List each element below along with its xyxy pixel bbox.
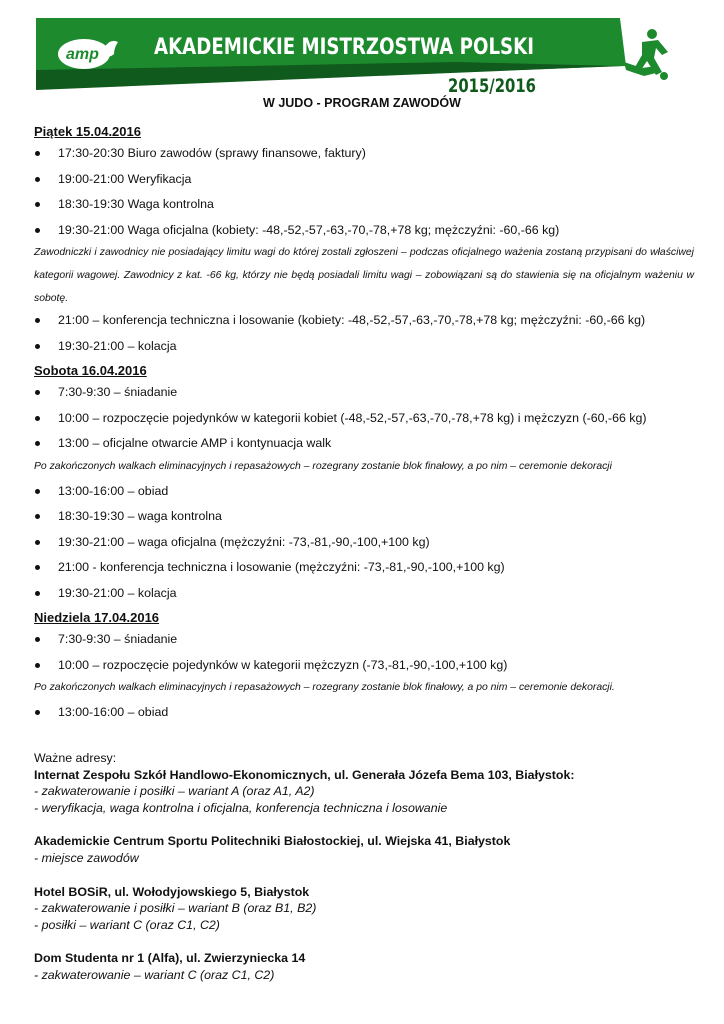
list-item: 10:00 – rozpoczęcie pojedynków w kategorii mężczyzn (-73,-81,-90,-100,+100 kg)	[34, 657, 694, 673]
list-item: 13:00 – oficjalne otwarcie AMP i kontynuacja walk	[34, 435, 694, 451]
finals-note: Po zakończonych walkach eliminacyjnych i repasażowych – rozegrany zostanie blok finałowy, a po nim – ceremonie dekoracji.	[34, 682, 615, 693]
list-item: 10:00 – rozpoczęcie pojedynków w kategorii kobiet (-48,-52,-57,-63,-70,-78,+78 kg) i mężczyzn (-60,-66 kg)	[34, 410, 694, 426]
day-heading-saturday: Sobota 16.04.2016	[34, 363, 147, 378]
address-detail: - posiłki – wariant C (oraz C1, C2)	[34, 917, 220, 932]
schedule-list-friday	[34, 145, 694, 238]
banner-title: AKADEMICKIE MISTRZOSTWA POLSKI	[154, 35, 534, 60]
address-name: Hotel BOSiR, ul. Wołodyjowskiego 5, Białystok	[34, 884, 310, 899]
addresses-intro: Ważne adresy:	[34, 751, 117, 765]
document-title: W JUDO - PROGRAM ZAWODÓW	[263, 96, 461, 110]
address-name: Akademickie Centrum Sportu Politechniki Białostockiej, ul. Wiejska 41, Białystok	[34, 834, 511, 849]
list-item: 18:30-19:30 – waga kontrolna	[34, 508, 694, 524]
list-item: 18:30-19:30 Waga kontrolna	[34, 196, 694, 212]
address-block	[34, 767, 694, 817]
list-item: 7:30-9:30 – śniadanie	[34, 631, 694, 647]
day-heading-friday: Piątek 15.04.2016	[34, 124, 141, 139]
weigh-in-note: Zawodniczki i zawodnicy nie posiadający limitu wagi do której zostali zgłoszeni – podczas oficjalnego ważenia zostaną przypisani do właściwej kategorii wagowej. Zawodnicy z kat. -66 kg, którzy nie będą posiadali limitu wagi – zobowiązani są do stawienia się na oficjalnym ważeniu w sobotę.	[34, 247, 694, 304]
address-name: Internat Zespołu Szkół Handlowo-Ekonomicznych, ul. Generała Józefa Bema 103, Białystok:	[34, 767, 575, 782]
address-detail: - zakwaterowanie – wariant C (oraz C1, C2)	[34, 967, 275, 982]
list-item: 19:30-21:00 – kolacja	[34, 585, 694, 601]
banner-years: 2015/2016	[448, 75, 536, 94]
address-name: Dom Studenta nr 1 (Alfa), ul. Zwierzyniecka 14	[34, 951, 306, 966]
event-banner	[36, 18, 688, 94]
schedule-list-sunday	[34, 631, 694, 673]
finals-note: Po zakończonych walkach eliminacyjnych i repasażowych – rozegrany zostanie blok finałowy, a po nim – ceremonie dekoracji	[34, 460, 612, 472]
address-detail: - zakwaterowanie i posiłki – wariant B (oraz B1, B2)	[34, 901, 317, 916]
list-item: 19:00-21:00 Weryfikacja	[34, 171, 694, 187]
address-block	[34, 884, 694, 934]
address-detail: - weryfikacja, waga kontrolna i oficjalna, konferencja techniczna i losowanie	[34, 800, 448, 815]
list-item: 21:00 – konferencja techniczna i losowanie (kobiety: -48,-52,-57,-63,-70,-78,+78 kg; mężczyźni: -60,-66 kg)	[34, 312, 694, 328]
list-item: 21:00 - konferencja techniczna i losowanie (mężczyźni: -73,-81,-90,-100,+100 kg)	[34, 559, 694, 575]
list-item: 13:00-16:00 – obiad	[34, 483, 694, 499]
address-detail: - miejsce zawodów	[34, 850, 139, 865]
list-item: 17:30-20:30 Biuro zawodów (sprawy finansowe, faktury)	[34, 145, 694, 161]
address-block	[34, 950, 694, 983]
day-heading-sunday: Niedziela 17.04.2016	[34, 610, 160, 625]
addresses-section	[34, 750, 694, 984]
list-item: 7:30-9:30 – śniadanie	[34, 384, 694, 400]
logo-text: amp	[66, 46, 99, 63]
program-content	[34, 120, 694, 1001]
list-item: 19:30-21:00 Waga oficjalna (kobiety: -48,-52,-57,-63,-70,-78,+78 kg; mężczyźni: -60,-66 kg)	[34, 222, 694, 238]
list-item: 19:30-21:00 – waga oficjalna (mężczyźni: -73,-81,-90,-100,+100 kg)	[34, 534, 694, 550]
schedule-list-saturday	[34, 384, 694, 451]
schedule-list-sunday-2	[34, 704, 694, 720]
schedule-list-saturday-2	[34, 483, 694, 601]
address-detail: - zakwaterowanie i posiłki – wariant A (oraz A1, A2)	[34, 784, 315, 799]
list-item: 13:00-16:00 – obiad	[34, 704, 694, 720]
address-block	[34, 833, 694, 866]
schedule-list-friday-2	[34, 312, 694, 354]
list-item: 19:30-21:00 – kolacja	[34, 338, 694, 354]
